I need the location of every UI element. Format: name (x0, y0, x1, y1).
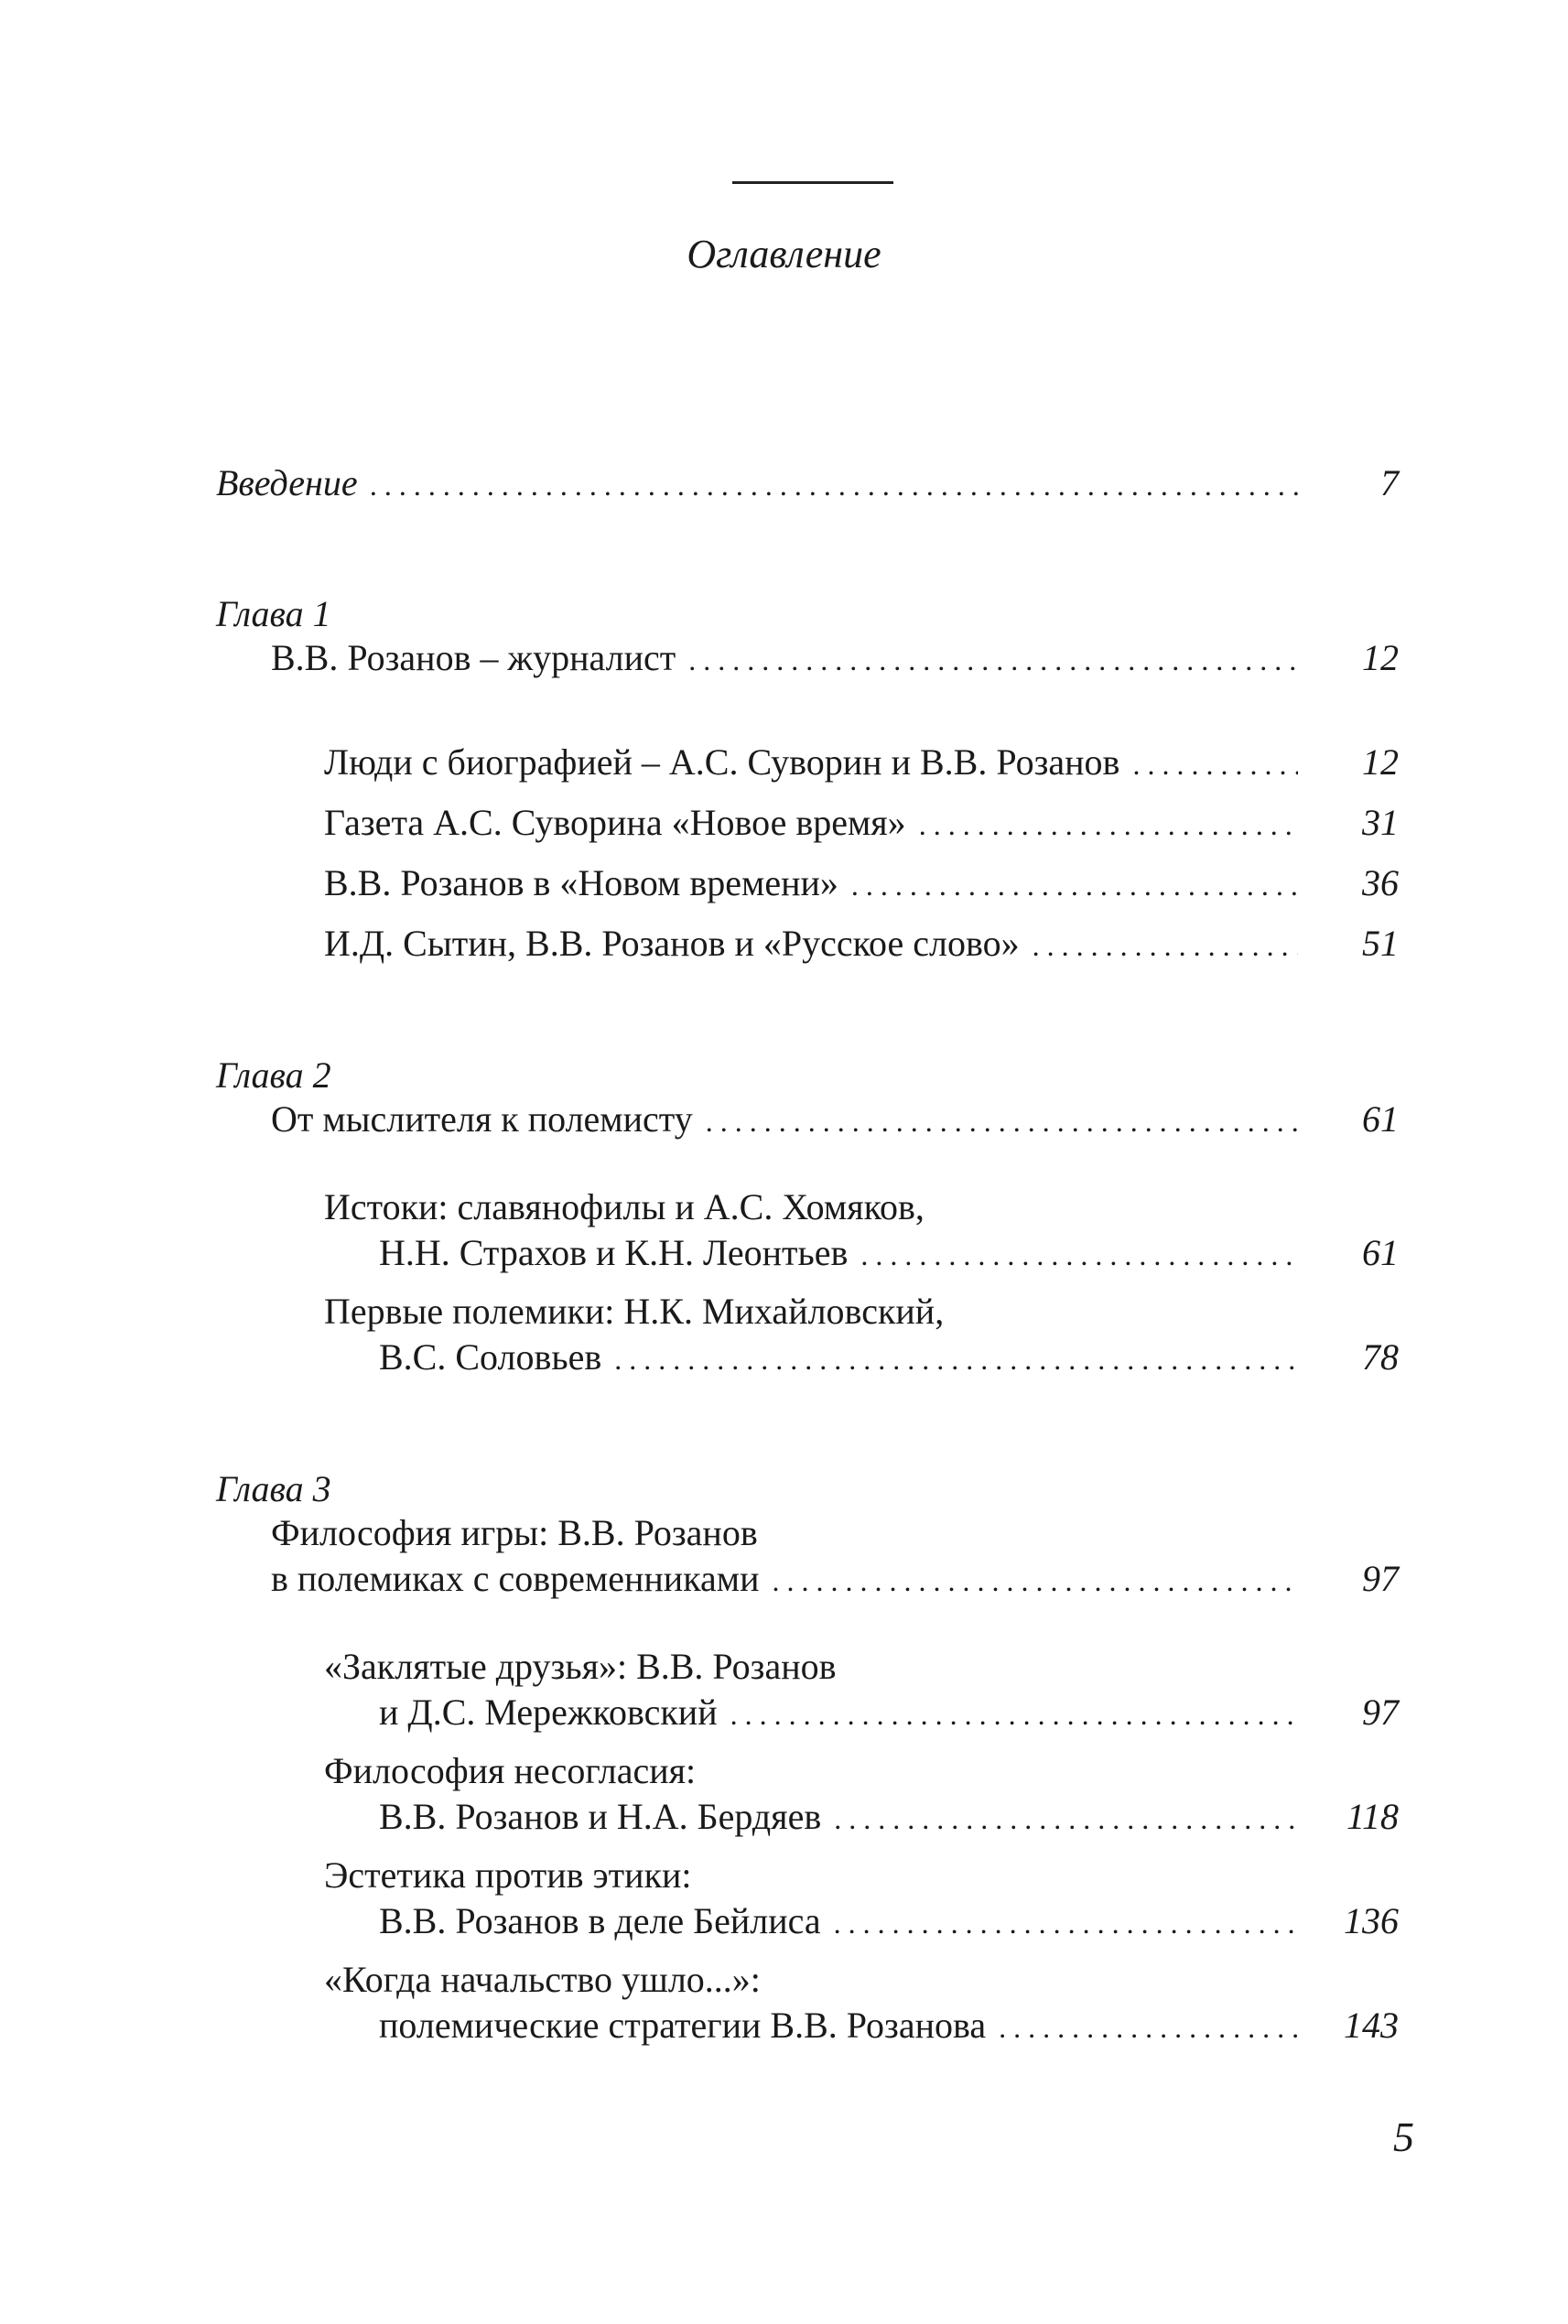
leader-dots (999, 2003, 1298, 2050)
toc-entry-section[interactable] (379, 2003, 1399, 2050)
toc-entry-title: В.С. Соловьев (379, 1336, 602, 1378)
toc-entry-page: 36 (1362, 862, 1399, 903)
toc-entry-title: В.В. Розанов в «Новом времени» (324, 862, 838, 903)
toc-entry-title: Введение (216, 462, 358, 503)
toc-entry-page: 97 (1362, 1692, 1399, 1733)
toc-entry-page: 31 (1362, 802, 1399, 843)
chapter-label: Глава 2 (216, 1054, 331, 1096)
leader-dots (371, 460, 1298, 508)
toc-entry-page: 78 (1362, 1336, 1399, 1378)
chapter-label: Глава 3 (216, 1468, 331, 1509)
toc-entry-title: От мыслителя к полемисту (271, 1098, 693, 1140)
toc-entry-chapter3[interactable] (271, 1556, 1399, 1604)
leader-dots (688, 635, 1298, 683)
toc-entry-page: 12 (1362, 741, 1399, 783)
top-rule (732, 181, 893, 184)
leader-dots (706, 1097, 1298, 1144)
toc-entry-section-line1: Философия несогласия: (324, 1750, 697, 1791)
leader-dots (834, 1898, 1298, 1946)
leader-dots (1132, 740, 1298, 787)
toc-entry-section-line1: «Заклятые друзья»: В.В. Розанов (324, 1646, 837, 1687)
toc-entry-title: В.В. Розанов и Н.А. Бердяев (379, 1796, 822, 1837)
toc-entry-section[interactable] (324, 740, 1399, 787)
toc-entry-title: Н.Н. Страхов и К.Н. Леонтьев (379, 1232, 849, 1273)
leader-dots (730, 1690, 1298, 1737)
toc-entry-section[interactable] (379, 1690, 1399, 1737)
toc-entry-page: 143 (1344, 2005, 1399, 2046)
toc-entry-section[interactable] (379, 1335, 1399, 1382)
leader-dots (851, 860, 1298, 908)
toc-entry-page: 7 (1380, 462, 1399, 503)
toc-entry-section-line1: Первые полемики: Н.К. Михайловский, (324, 1291, 945, 1332)
toc-entry-page: 136 (1344, 1900, 1399, 1941)
toc-entry-page: 51 (1362, 923, 1399, 964)
toc-entry-page: 61 (1362, 1098, 1399, 1140)
toc-entry-title: В.В. Розанов в деле Бейлиса (379, 1900, 821, 1941)
leader-dots (834, 1794, 1298, 1842)
toc-heading: Оглавление (687, 232, 881, 276)
toc-entry-intro[interactable] (216, 460, 1399, 508)
toc-entry-title: В.В. Розанов – журналист (271, 637, 676, 678)
toc-entry-section-line1: «Когда начальство ушло...»: (324, 1959, 761, 2000)
toc-entry-title: полемические стратегии В.В. Розанова (379, 2005, 987, 2046)
toc-entry-page: 118 (1346, 1796, 1399, 1837)
toc-entry-section[interactable] (324, 860, 1399, 908)
leader-dots (1033, 921, 1298, 968)
toc-entry-section-line1: Истоки: славянофилы и А.С. Хомяков, (324, 1186, 925, 1227)
toc-entry-page: 97 (1362, 1558, 1399, 1599)
toc-entry-title: И.Д. Сытин, В.В. Розанов и «Русское слово» (324, 923, 1020, 964)
toc-entry-chapter2[interactable] (271, 1097, 1399, 1144)
page-number: 5 (1393, 2113, 1414, 2160)
toc-entry-section[interactable] (324, 921, 1399, 968)
leader-dots (860, 1230, 1298, 1278)
chapter-label: Глава 1 (216, 593, 331, 634)
toc-entry-title: Люди с биографией – А.С. Суворин и В.В. Розанов (324, 741, 1120, 783)
toc-entry-page: 61 (1362, 1232, 1399, 1273)
toc-entry-title: и Д.С. Мережковский (379, 1692, 718, 1733)
leader-dots (773, 1556, 1298, 1604)
chapter-title-line1: Философия игры: В.В. Розанов (271, 1512, 758, 1553)
toc-entry-page: 12 (1362, 637, 1399, 678)
toc-entry-section[interactable] (379, 1794, 1399, 1842)
toc-entry-title: в полемиках с современниками (271, 1558, 760, 1599)
toc-entry-section[interactable] (379, 1898, 1399, 1946)
leader-dots (614, 1335, 1298, 1382)
toc-entry-section[interactable] (379, 1230, 1399, 1278)
toc-entry-chapter1[interactable] (271, 635, 1399, 683)
toc-entry-section[interactable] (324, 800, 1399, 848)
toc-entry-title: Газета А.С. Суворина «Новое время» (324, 802, 906, 843)
leader-dots (919, 800, 1298, 848)
toc-entry-section-line1: Эстетика против этики: (324, 1854, 692, 1896)
